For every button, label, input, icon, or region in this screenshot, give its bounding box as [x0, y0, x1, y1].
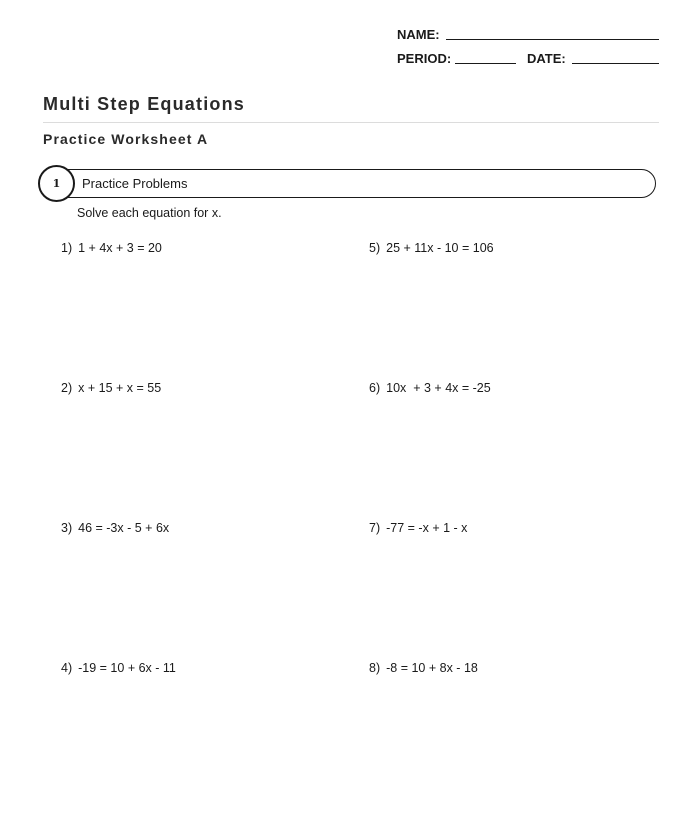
page-title: Multi Step Equations: [43, 94, 245, 114]
problem-5: [369, 241, 494, 255]
problem-equation: -19 = 10 + 6x - 11: [78, 661, 176, 675]
problem-equation: 1 + 4x + 3 = 20: [78, 241, 162, 255]
problem-8: [369, 661, 478, 675]
problem-number: 3): [61, 521, 73, 535]
problem-number: 2): [61, 381, 73, 395]
instructions: Solve each equation for x.: [77, 206, 222, 220]
problem-number: 4): [61, 661, 73, 675]
period-label: PERIOD:: [397, 51, 452, 66]
period-field[interactable]: [455, 63, 516, 64]
problem-equation: -77 = -x + 1 - x: [386, 521, 468, 535]
problem-number: 6): [369, 381, 381, 395]
section-number-badge: [38, 165, 75, 202]
problem-number: 8): [369, 661, 381, 675]
name-field[interactable]: [446, 39, 659, 40]
problem-2: [61, 381, 161, 395]
problem-6: [369, 381, 491, 395]
problem-4: [61, 661, 176, 675]
problem-equation: 46 = -3x - 5 + 6x: [78, 521, 170, 535]
title-divider: [43, 122, 659, 123]
problem-equation: 25 + 11x - 10 = 106: [386, 241, 494, 255]
problem-number: 5): [369, 241, 381, 255]
section-title: Practice Problems: [82, 176, 188, 191]
problem-number: 7): [369, 521, 381, 535]
problem-number: 1): [61, 241, 73, 255]
problem-equation: -8 = 10 + 8x - 18: [386, 661, 478, 675]
problem-1: [61, 241, 162, 255]
problem-equation: x + 15 + x = 55: [78, 381, 162, 395]
problem-equation: 10x + 3 + 4x = -25: [386, 381, 491, 395]
date-field[interactable]: [572, 63, 659, 64]
problem-3: [61, 521, 169, 535]
problem-7: [369, 521, 467, 535]
section-number: 1: [52, 177, 61, 190]
page-subtitle: Practice Worksheet A: [43, 131, 209, 147]
date-label: DATE:: [527, 51, 566, 66]
name-label: NAME:: [397, 27, 440, 42]
